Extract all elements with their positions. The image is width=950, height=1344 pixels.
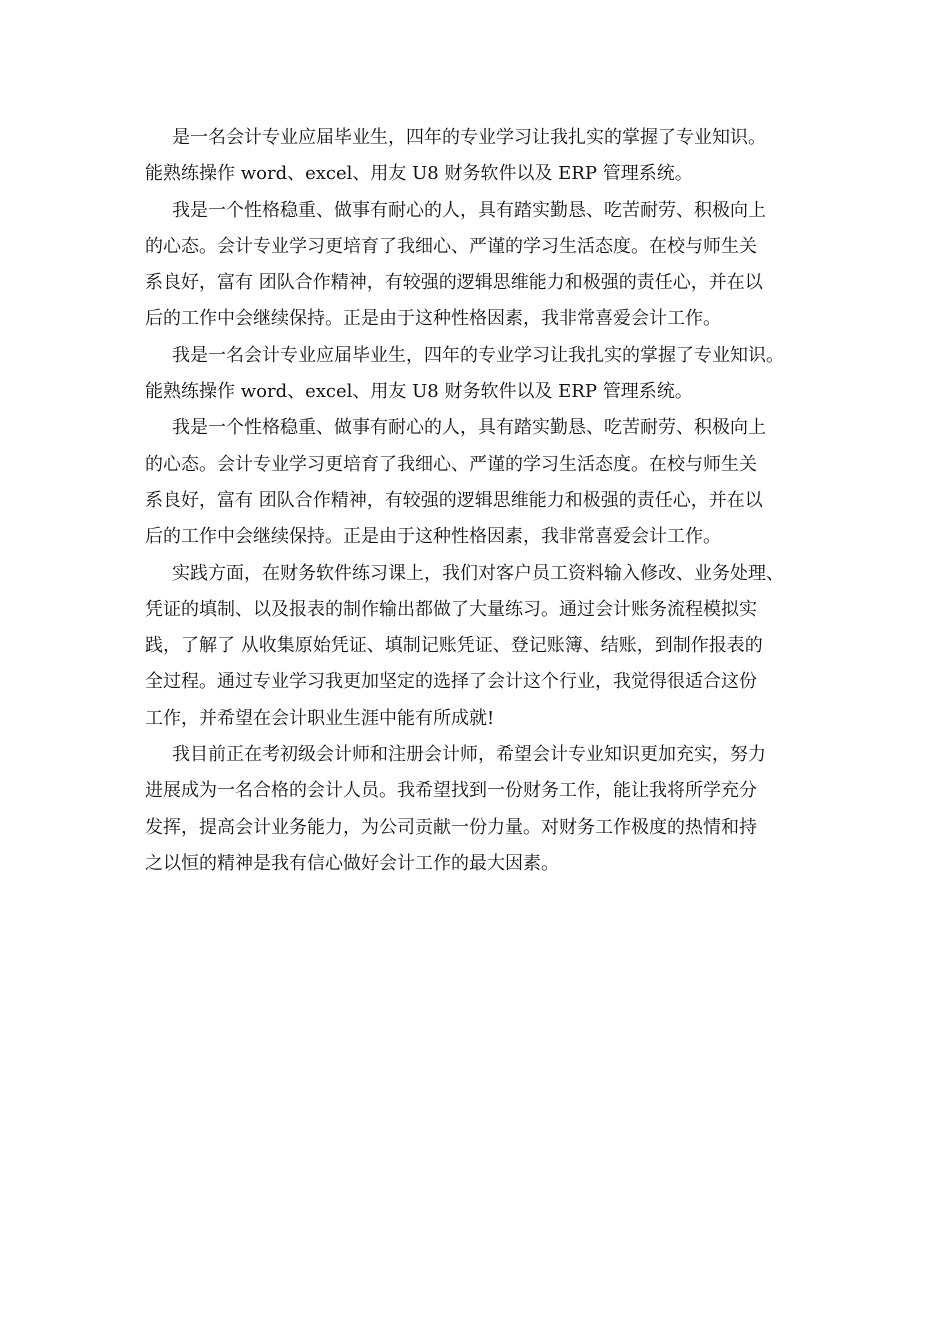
text-line: 发挥，提高会计业务能力，为公司贡献一份力量。对财务工作极度的热情和持 [145,816,757,838]
text-line: 我目前正在考初级会计师和注册会计师，希望会计专业知识更加充实，努力 [172,744,766,766]
text-line: 我是一个性格稳重、做事有耐心的人，具有踏实勤恳、吃苦耐劳、积极向上 [172,417,766,439]
paragraph-2 [145,193,825,338]
paragraph-6 [145,737,825,882]
paragraph-3 [145,338,825,411]
text-line: 实践方面，在财务软件练习课上，我们对客户员工资料输入修改、业务处理、 [172,562,784,584]
text-line: 践，了解了 从收集原始凭证、填制记账凭证、登记账簿、结账，到制作报表的 [145,635,763,657]
text-line: 能熟练操作 word、excel、用友 U8 财务软件以及 ERP 管理系统。 [145,163,693,185]
text-line: 是一名会计专业应届毕业生，四年的专业学习让我扎实的掌握了专业知识。 [172,127,766,148]
text-line: 的心态。会计专业学习更培育了我细心、严谨的学习生活态度。在校与师生关 [145,453,757,475]
text-line: 我是一个性格稳重、做事有耐心的人，具有踏实勤恳、吃苦耐劳、积极向上 [172,199,766,221]
text-line: 进展成为一名合格的会计人员。我希望找到一份财务工作，能让我将所学充分 [145,780,757,802]
paragraph-1 [145,120,825,193]
document-body [145,120,825,882]
text-line: 后的工作中会继续保持。正是由于这种性格因素，我非常喜爱会计工作。 [145,308,721,330]
text-line: 工作，并希望在会计职业生涯中能有所成就! [145,707,495,729]
text-line: 系良好，富有 团队合作精神，有较强的逻辑思维能力和极强的责任心，并在以 [145,272,763,294]
text-line: 全过程。通过专业学习我更加坚定的选择了会计这个行业，我觉得很适合这份 [145,671,757,693]
text-line: 之以恒的精神是我有信心做好会计工作的最大因素。 [145,852,559,874]
paragraph-4 [145,410,825,555]
text-line: 我是一名会计专业应届毕业生，四年的专业学习让我扎实的掌握了专业知识。 [172,344,784,366]
text-line: 后的工作中会继续保持。正是由于这种性格因素，我非常喜爱会计工作。 [145,526,721,548]
text-line: 的心态。会计专业学习更培育了我细心、严谨的学习生活态度。在校与师生关 [145,235,757,257]
text-line: 能熟练操作 word、excel、用友 U8 财务软件以及 ERP 管理系统。 [145,381,693,403]
paragraph-5 [145,556,825,737]
text-line: 凭证的填制、以及报表的制作输出都做了大量练习。通过会计账务流程模拟实 [145,598,757,620]
text-line: 系良好，富有 团队合作精神，有较强的逻辑思维能力和极强的责任心，并在以 [145,489,763,511]
